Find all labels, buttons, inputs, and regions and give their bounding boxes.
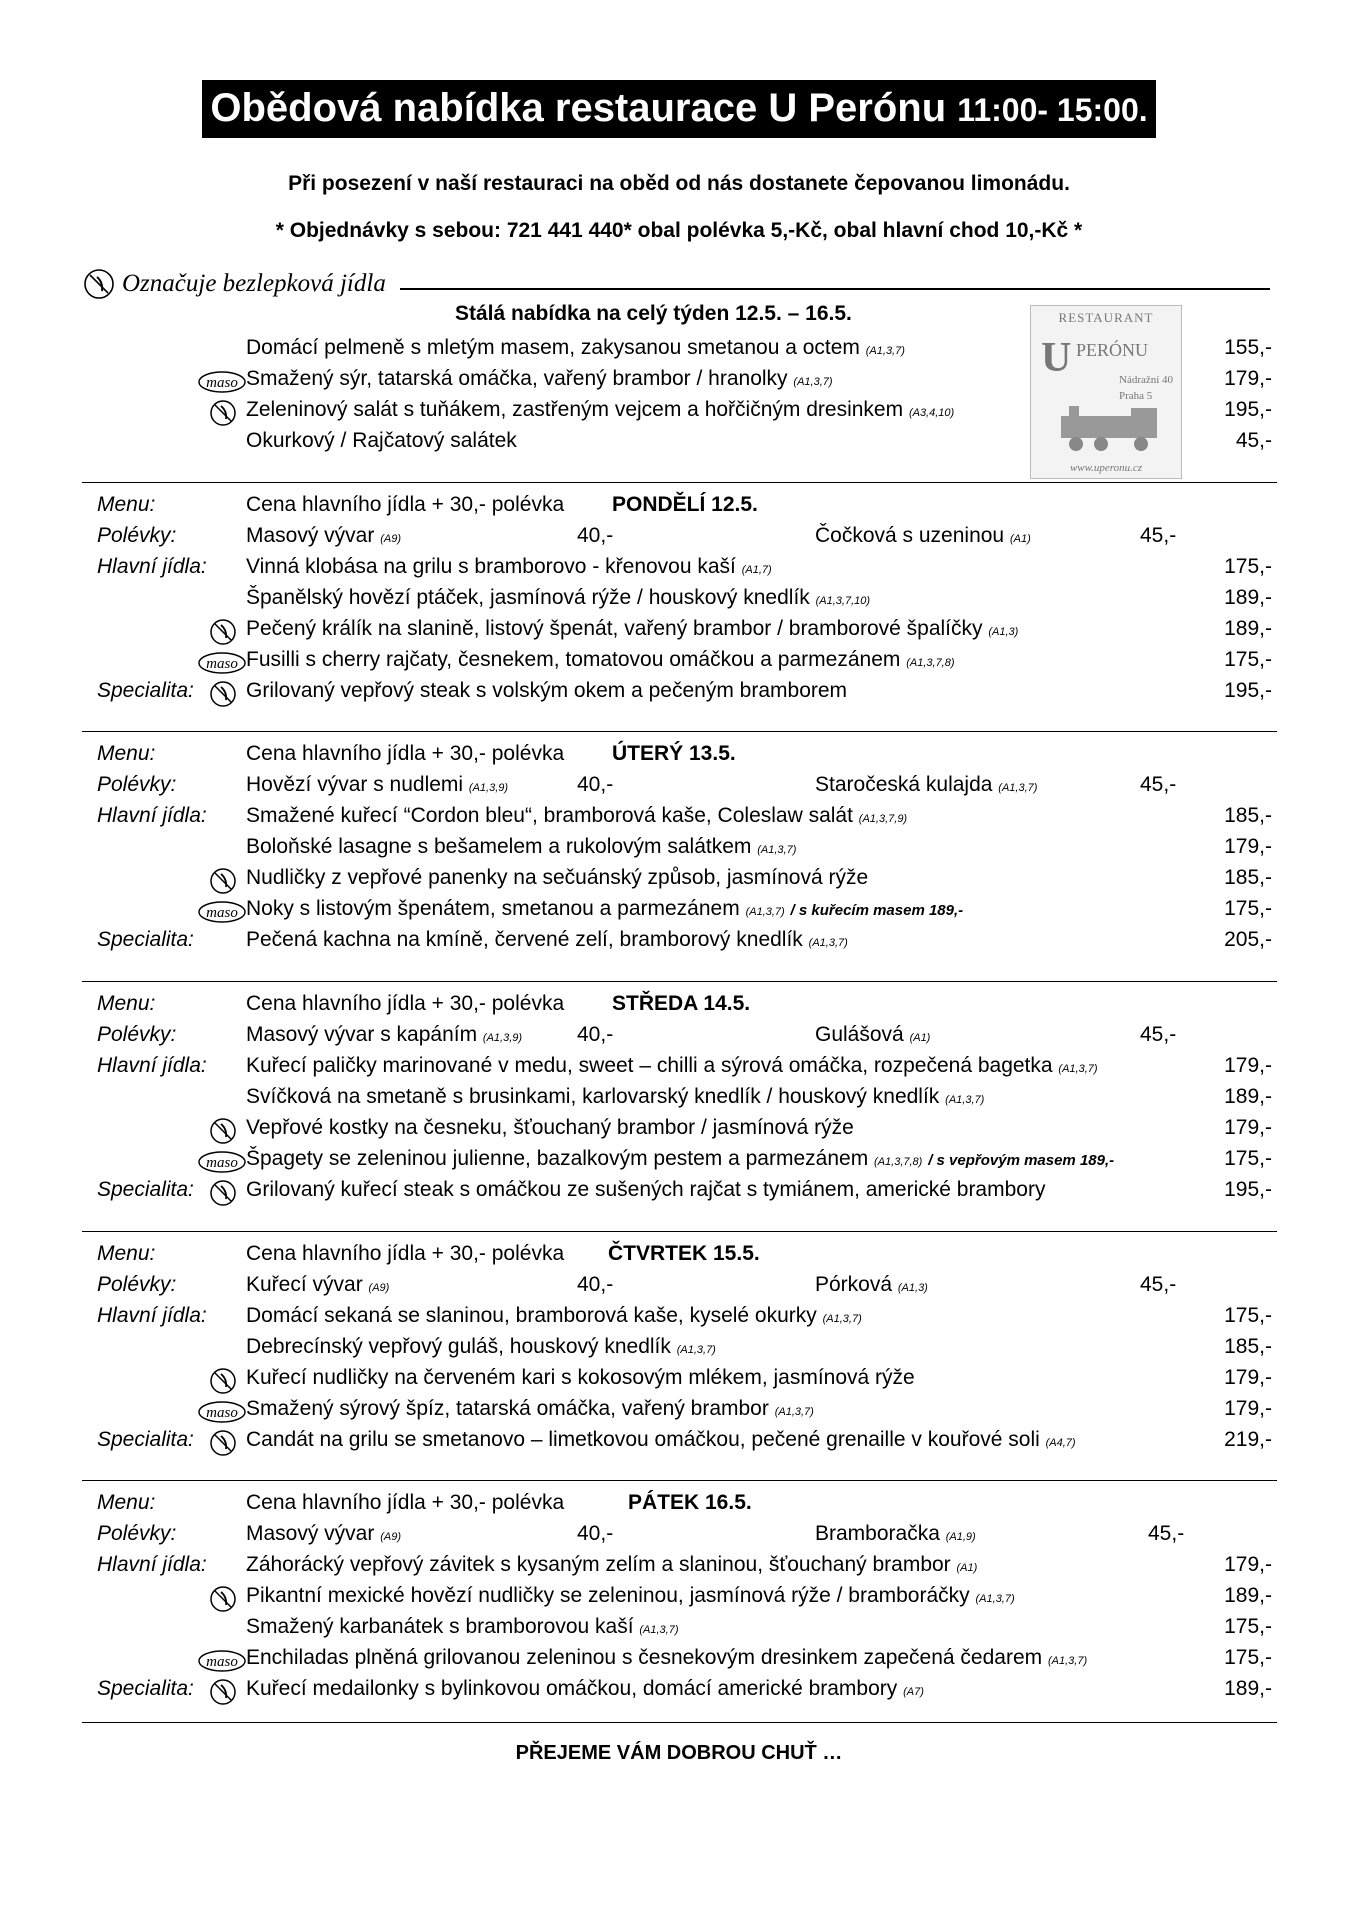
menu-item-name: Kuřecí paličky marinované v medu, sweet – chilli a sýrová omáčka, rozpečená bagetka: [246, 1054, 1053, 1077]
menu-item-text: [246, 897, 963, 921]
soup-1: [246, 1023, 522, 1047]
svg-text:maso: maso: [206, 905, 238, 921]
menu-item-name: Noky s listovým špenátem, smetanou a parmezánem: [246, 897, 740, 920]
menu-item-row: [0, 1553, 1358, 1583]
menu-item-price: 179,-: [1224, 1366, 1272, 1389]
gluten-free-icon: [208, 680, 238, 714]
menu-item-name: Vinná klobása na grilu s bramborovo - křenovou kaší: [246, 555, 736, 578]
menu-item-row: [0, 1116, 1358, 1146]
mains-label: Hlavní jídla:: [97, 1054, 207, 1077]
menu-item-text: [246, 648, 955, 672]
svg-text:maso: maso: [206, 375, 238, 391]
soup-1: [246, 1522, 401, 1546]
menu-item-text: [246, 617, 1018, 641]
menu-item-name: Nudličky z vepřové panenky na sečuánský způsob, jasmínová rýže: [246, 866, 869, 889]
gluten-free-legend: [82, 268, 386, 300]
special-label: Specialita:: [97, 1178, 194, 1201]
allergen-codes: (A1,3,7): [793, 376, 833, 388]
menu-item-text: [246, 1178, 1045, 1202]
footer-separator: [82, 1722, 1277, 1723]
allergen-codes: (A1,3,7,8): [874, 1156, 923, 1168]
gluten-free-icon: [208, 618, 238, 652]
menu-item-name: Špagety se zeleninou julienne, bazalkovým pestem a parmezánem: [246, 1147, 869, 1170]
meat-icon: [197, 1400, 247, 1430]
menu-item-note: / s vepřovým masem 189,-: [928, 1152, 1115, 1169]
gluten-free-icon: [208, 1367, 238, 1401]
meat-icon: [197, 900, 247, 930]
menu-label: Menu:: [97, 742, 156, 765]
menu-item-name: Kuřecí medailonky s bylinkovou omáčkou, domácí americké brambory: [246, 1677, 898, 1700]
menu-item-name: Pečená kachna na kmíně, červené zelí, bramborový knedlík: [246, 928, 803, 951]
menu-item-row: [0, 1584, 1358, 1614]
menu-item-price: 175,-: [1224, 1147, 1272, 1170]
soups-label: Polévky:: [97, 1023, 177, 1046]
menu-item-text: [246, 866, 868, 890]
soup-2: [815, 1023, 930, 1047]
menu-item-row: [0, 1428, 1358, 1458]
day-heading: PÁTEK 16.5.: [628, 1491, 752, 1514]
soup-name: Čočková s uzeninou: [815, 524, 1005, 547]
menu-item-text: [246, 1116, 854, 1140]
menu-price-row: [0, 1242, 1358, 1272]
menu-item-price: 189,-: [1224, 1584, 1272, 1607]
allergen-codes: (A1,3,7,10): [815, 595, 871, 607]
section-separator: [82, 731, 1277, 732]
special-label: Specialita:: [97, 679, 194, 702]
menu-item-price: 179,-: [1224, 835, 1272, 858]
menu-item-row: [0, 1646, 1358, 1676]
svg-text:maso: maso: [206, 1405, 238, 1421]
menu-item-name: Španělský hovězí ptáček, jasmínová rýže / houskový knedlík: [246, 586, 810, 609]
menu-item-name: Pikantní mexické hovězí nudličky se zeleninou, jasmínová rýže / bramboráčky: [246, 1584, 970, 1607]
menu-price-row: [0, 992, 1358, 1022]
menu-item-name: Kuřecí nudličky na červeném kari s kokosovým mlékem, jasmínová rýže: [246, 1366, 915, 1389]
soup-name: Gulášová: [815, 1023, 904, 1046]
menu-item-row: [0, 1366, 1358, 1396]
menu-item-name: Domácí pelmeně s mletým masem, zakysanou smetanou a octem: [246, 336, 860, 359]
allergen-codes: (A9): [380, 533, 401, 545]
soup-1-price: 40,-: [577, 1023, 614, 1046]
menu-item-text: [246, 1054, 1098, 1078]
menu-item-price: 45,-: [1235, 429, 1272, 452]
legend-rule: [400, 288, 1270, 290]
menu-item-price: 185,-: [1224, 1335, 1272, 1358]
menu-item-note: / s kuřecím masem 189,-: [790, 902, 964, 919]
allergen-codes: (A1,9): [945, 1531, 976, 1543]
menu-item-row: [0, 928, 1358, 958]
menu-price-text: [246, 1242, 564, 1266]
gluten-free-icon: [82, 268, 116, 300]
menu-item-row: [0, 398, 1358, 428]
menu-item-text: [246, 1553, 977, 1577]
soup-2: [815, 524, 1031, 548]
special-label: Specialita:: [97, 1428, 194, 1451]
meat-icon: [197, 1649, 247, 1679]
menu-item-text: [246, 367, 833, 391]
menu-item-text: [246, 679, 847, 703]
menu-item-price: 179,-: [1224, 367, 1272, 390]
menu-item-name: Fusilli s cherry rajčaty, česnekem, tomatovou omáčkou a parmezánem: [246, 648, 901, 671]
meat-icon: [197, 370, 247, 400]
menu-item-price: 175,-: [1224, 897, 1272, 920]
menu-item-price: 175,-: [1224, 1615, 1272, 1638]
menu-label: Menu:: [97, 1242, 156, 1265]
menu-price-row: [0, 493, 1358, 523]
section-separator: [82, 981, 1277, 982]
soup-name: Pórková: [815, 1273, 893, 1296]
allergen-codes: (A1): [956, 1562, 978, 1574]
allergen-codes: (A1,7): [741, 564, 772, 576]
menu-item-row: [0, 1615, 1358, 1645]
soups-label: Polévky:: [97, 773, 177, 796]
menu-item-text: [246, 1085, 984, 1109]
menu-price-row: [0, 742, 1358, 772]
meat-icon: [197, 651, 247, 681]
menu-price-text: [246, 493, 564, 517]
allergen-codes: (A3,4,10): [908, 407, 955, 419]
allergen-codes: (A1,3,7): [745, 906, 785, 918]
allergen-codes: (A9): [380, 1531, 401, 1543]
soup-2: [815, 1273, 928, 1297]
menu-item-row: [0, 1397, 1358, 1427]
menu-item-price: 189,-: [1224, 1677, 1272, 1700]
soup-2-price: 45,-: [1140, 1023, 1177, 1046]
allergen-codes: (A1,3,7): [998, 782, 1038, 794]
menu-item-text: [246, 1428, 1076, 1452]
soups-row: [0, 773, 1358, 803]
menu-item-name: Debrecínský vepřový guláš, houskový knedlík: [246, 1335, 671, 1358]
menu-label: Menu:: [97, 493, 156, 516]
menu-item-row: [0, 1147, 1358, 1177]
allergen-codes: (A1,3,7): [808, 937, 848, 949]
menu-item-text: [246, 336, 905, 360]
menu-price-info: Cena hlavního jídla + 30,- polévka: [246, 992, 565, 1015]
menu-item-name: Smažený sýr, tatarská omáčka, vařený brambor / hranolky: [246, 367, 788, 390]
allergen-codes: (A7): [903, 1686, 924, 1698]
mains-label: Hlavní jídla:: [97, 1304, 207, 1327]
menu-price-text: [246, 742, 564, 766]
menu-item-price: 179,-: [1224, 1397, 1272, 1420]
menu-item-row: [0, 367, 1358, 397]
mains-label: Hlavní jídla:: [97, 555, 207, 578]
day-heading: ČTVRTEK 15.5.: [608, 1242, 760, 1265]
allergen-codes: (A1,3,7): [1047, 1655, 1088, 1667]
menu-item-name: Boloňské lasagne s bešamelem a rukolovým salátkem: [246, 835, 752, 858]
menu-item-row: [0, 1054, 1358, 1084]
menu-item-price: 189,-: [1224, 1085, 1272, 1108]
soup-1-price: 40,-: [577, 1522, 614, 1545]
menu-item-text: [246, 1366, 915, 1390]
soup-name: Staročeská kulajda: [815, 773, 993, 796]
svg-text:maso: maso: [206, 1654, 238, 1670]
menu-item-row: [0, 1304, 1358, 1334]
menu-price-row: [0, 1491, 1358, 1521]
menu-item-name: Grilovaný vepřový steak s volským okem a pečeným bramborem: [246, 679, 848, 702]
menu-price-text: [246, 1491, 564, 1515]
takeaway-note: * Objednávky s sebou: 721 441 440* obal polévka 5,-Kč, obal hlavní chod 10,-Kč *: [275, 219, 1083, 242]
soups-label: Polévky:: [97, 1273, 177, 1296]
soup-1-price: 40,-: [577, 1273, 614, 1296]
menu-item-row: [0, 1085, 1358, 1115]
menu-item-name: Candát na grilu se smetanovo – limetkovou omáčkou, pečené grenaille v kouřové soli: [246, 1428, 1040, 1451]
soup-1-price: 40,-: [577, 773, 614, 796]
soup-2-price: 45,-: [1148, 1522, 1185, 1545]
menu-item-price: 175,-: [1224, 555, 1272, 578]
menu-item-text: [246, 586, 870, 610]
menu-label: Menu:: [97, 1491, 156, 1514]
menu-item-name: Záhorácký vepřový závitek s kysaným zelím a slaninou, šťouchaný brambor: [246, 1553, 951, 1576]
soups-row: [0, 1522, 1358, 1552]
lemonade-note: Při posezení v naší restauraci na oběd od nás dostanete čepovanou limonádu.: [288, 172, 1070, 195]
day-heading: PONDĚLÍ 12.5.: [612, 493, 758, 516]
soup-2-price: 45,-: [1140, 1273, 1177, 1296]
menu-item-name: Pečený králík na slanině, listový špenát, vařený brambor / bramborové špalíčky: [246, 617, 983, 640]
weekly-offer-title: Stálá nabídka na celý týden 12.5. – 16.5.: [455, 302, 852, 325]
soup-1: [246, 773, 508, 797]
soup-name: Masový vývar s kapáním: [246, 1023, 478, 1046]
allergen-codes: (A1,3,7): [975, 1593, 1015, 1605]
menu-item-price: 205,-: [1224, 928, 1272, 951]
menu-item-text: [246, 1147, 1114, 1171]
soups-row: [0, 1273, 1358, 1303]
menu-item-text: [246, 1646, 1087, 1670]
allergen-codes: (A1,3,9): [468, 782, 509, 794]
menu-price-info: Cena hlavního jídla + 30,- polévka: [246, 1242, 565, 1265]
section-separator: [82, 482, 1277, 483]
page-title: [0, 80, 1358, 138]
menu-item-text: [246, 429, 517, 453]
section-separator: [82, 1480, 1277, 1481]
menu-item-row: [0, 835, 1358, 865]
allergen-codes: (A1,3,7): [639, 1624, 679, 1636]
menu-item-name: Smažené kuřecí “Cordon bleu“, bramborová kaše, Coleslaw salát: [246, 804, 853, 827]
soups-label: Polévky:: [97, 1522, 177, 1545]
soup-2: [815, 773, 1037, 797]
day-heading: STŘEDA 14.5.: [612, 992, 751, 1015]
allergen-codes: (A1): [1009, 533, 1031, 545]
gluten-free-icon: [208, 399, 238, 433]
menu-item-price: 195,-: [1224, 679, 1272, 702]
menu-item-row: [0, 679, 1358, 709]
menu-item-name: Svíčková na smetaně s brusinkami, karlovarský knedlík / houskový knedlík: [246, 1085, 940, 1108]
soup-2-price: 45,-: [1140, 524, 1177, 547]
svg-text:maso: maso: [206, 656, 238, 672]
menu-item-price: 179,-: [1224, 1553, 1272, 1576]
menu-item-name: Vepřové kostky na česneku, šťouchaný brambor / jasmínová rýže: [246, 1116, 854, 1139]
menu-item-price: 195,-: [1224, 398, 1272, 421]
soups-row: [0, 524, 1358, 554]
menu-item-name: Okurkový / Rajčatový salátek: [246, 429, 517, 452]
gluten-free-icon: [208, 1429, 238, 1463]
soup-name: Masový vývar: [246, 524, 375, 547]
soup-1: [246, 1273, 389, 1297]
menu-item-price: 175,-: [1224, 1646, 1272, 1669]
gluten-free-legend-text: Označuje bezlepková jídla: [122, 270, 386, 297]
menu-item-row: [0, 897, 1358, 927]
menu-item-price: 189,-: [1224, 586, 1272, 609]
menu-item-price: 179,-: [1224, 1116, 1272, 1139]
menu-item-row: [0, 586, 1358, 616]
allergen-codes: (A1,3): [897, 1282, 928, 1294]
menu-price-info: Cena hlavního jídla + 30,- polévka: [246, 742, 565, 765]
allergen-codes: (A4,7): [1045, 1437, 1076, 1449]
allergen-codes: (A1,3): [988, 626, 1019, 638]
menu-item-row: [0, 429, 1358, 459]
menu-item-text: [246, 1584, 1015, 1608]
soup-1-price: 40,-: [577, 524, 614, 547]
menu-item-text: [246, 928, 848, 952]
meat-icon: [197, 1150, 247, 1180]
soup-name: Masový vývar: [246, 1522, 375, 1545]
restaurant-logo: RESTAURANT U PERÓNU Nádražní 40 Praha 5 www.uperonu.cz: [1030, 305, 1182, 479]
menu-item-text: [246, 1397, 814, 1421]
allergen-codes: (A1,3,7): [822, 1313, 862, 1325]
allergen-codes: (A1,3,7): [774, 1406, 814, 1418]
menu-item-price: 175,-: [1224, 1304, 1272, 1327]
menu-item-name: Zeleninový salát s tuňákem, zastřeným vejcem a hořčičným dresinkem: [246, 398, 904, 421]
allergen-codes: (A1,3,9): [482, 1032, 523, 1044]
menu-item-price: 189,-: [1224, 617, 1272, 640]
menu-item-name: Grilovaný kuřecí steak s omáčkou ze sušených rajčat s tymiánem, americké brambory: [246, 1178, 1046, 1201]
gluten-free-icon: [208, 1678, 238, 1712]
menu-item-text: [246, 1304, 862, 1328]
menu-item-price: 195,-: [1224, 1178, 1272, 1201]
soup-1: [246, 524, 401, 548]
menu-item-row: [0, 866, 1358, 896]
menu-item-row: [0, 1178, 1358, 1208]
gluten-free-icon: [208, 1117, 238, 1151]
menu-item-price: 155,-: [1224, 336, 1272, 359]
menu-item-price: 185,-: [1224, 866, 1272, 889]
gluten-free-icon: [208, 1585, 238, 1619]
soup-2-price: 45,-: [1140, 773, 1177, 796]
soup-name: Kuřecí vývar: [246, 1273, 363, 1296]
allergen-codes: (A9): [368, 1282, 390, 1294]
menu-item-row: [0, 648, 1358, 678]
menu-item-text: [246, 804, 907, 828]
menu-item-name: Smažený karbanátek s bramborovou kaší: [246, 1615, 634, 1638]
mains-label: Hlavní jídla:: [97, 804, 207, 827]
menu-item-text: [246, 1615, 679, 1639]
menu-item-text: [246, 398, 954, 422]
menu-item-row: [0, 1677, 1358, 1707]
mains-label: Hlavní jídla:: [97, 1553, 207, 1576]
menu-item-text: [246, 835, 796, 859]
menu-item-name: Domácí sekaná se slaninou, bramborová kaše, kyselé okurky: [246, 1304, 817, 1327]
soup-name: Hovězí vývar s nudlemi: [246, 773, 464, 796]
menu-item-price: 219,-: [1224, 1428, 1272, 1451]
menu-item-text: [246, 555, 772, 579]
menu-label: Menu:: [97, 992, 156, 1015]
special-label: Specialita:: [97, 928, 194, 951]
allergen-codes: (A1,3,7): [945, 1094, 985, 1106]
menu-item-row: [0, 804, 1358, 834]
footer-wish: PŘEJEME VÁM DOBROU CHUŤ …: [515, 1742, 843, 1764]
allergen-codes: (A1,3,7): [676, 1344, 716, 1356]
menu-item-price: 185,-: [1224, 804, 1272, 827]
menu-price-info: Cena hlavního jídla + 30,- polévka: [246, 1491, 565, 1514]
menu-item-row: [0, 617, 1358, 647]
allergen-codes: (A1,3,7): [865, 345, 905, 357]
allergen-codes: (A1,3,7): [757, 844, 797, 856]
section-separator: [82, 1231, 1277, 1232]
allergen-codes: (A1,3,7): [1058, 1063, 1098, 1075]
menu-item-row: [0, 336, 1358, 366]
soups-row: [0, 1023, 1358, 1053]
menu-item-row: [0, 1335, 1358, 1365]
menu-price-text: [246, 992, 564, 1016]
menu-item-name: Smažený sýrový špíz, tatarská omáčka, vařený brambor: [246, 1397, 769, 1420]
allergen-codes: (A1,3,7,9): [858, 813, 908, 825]
menu-item-text: [246, 1335, 716, 1359]
gluten-free-icon: [208, 867, 238, 901]
menu-item-price: 175,-: [1224, 648, 1272, 671]
menu-item-price: 179,-: [1224, 1054, 1272, 1077]
svg-text:maso: maso: [206, 1155, 238, 1171]
day-heading: ÚTERÝ 13.5.: [612, 742, 736, 765]
menu-item-row: [0, 555, 1358, 585]
soup-name: Bramboračka: [815, 1522, 940, 1545]
allergen-codes: (A1): [909, 1032, 931, 1044]
title-text: Obědová nabídka restaurace U Perónu: [210, 86, 947, 130]
allergen-codes: (A1,3,7,8): [906, 657, 955, 669]
special-label: Specialita:: [97, 1677, 194, 1700]
menu-item-name: Enchiladas plněná grilovanou zeleninou s česnekovým dresinkem zapečená čedarem: [246, 1646, 1043, 1669]
menu-price-info: Cena hlavního jídla + 30,- polévka: [246, 493, 565, 516]
opening-hours: 11:00- 15:00.: [957, 92, 1148, 128]
soup-2: [815, 1522, 976, 1546]
soups-label: Polévky:: [97, 524, 177, 547]
menu-item-text: [246, 1677, 924, 1701]
gluten-free-icon: [208, 1179, 238, 1213]
